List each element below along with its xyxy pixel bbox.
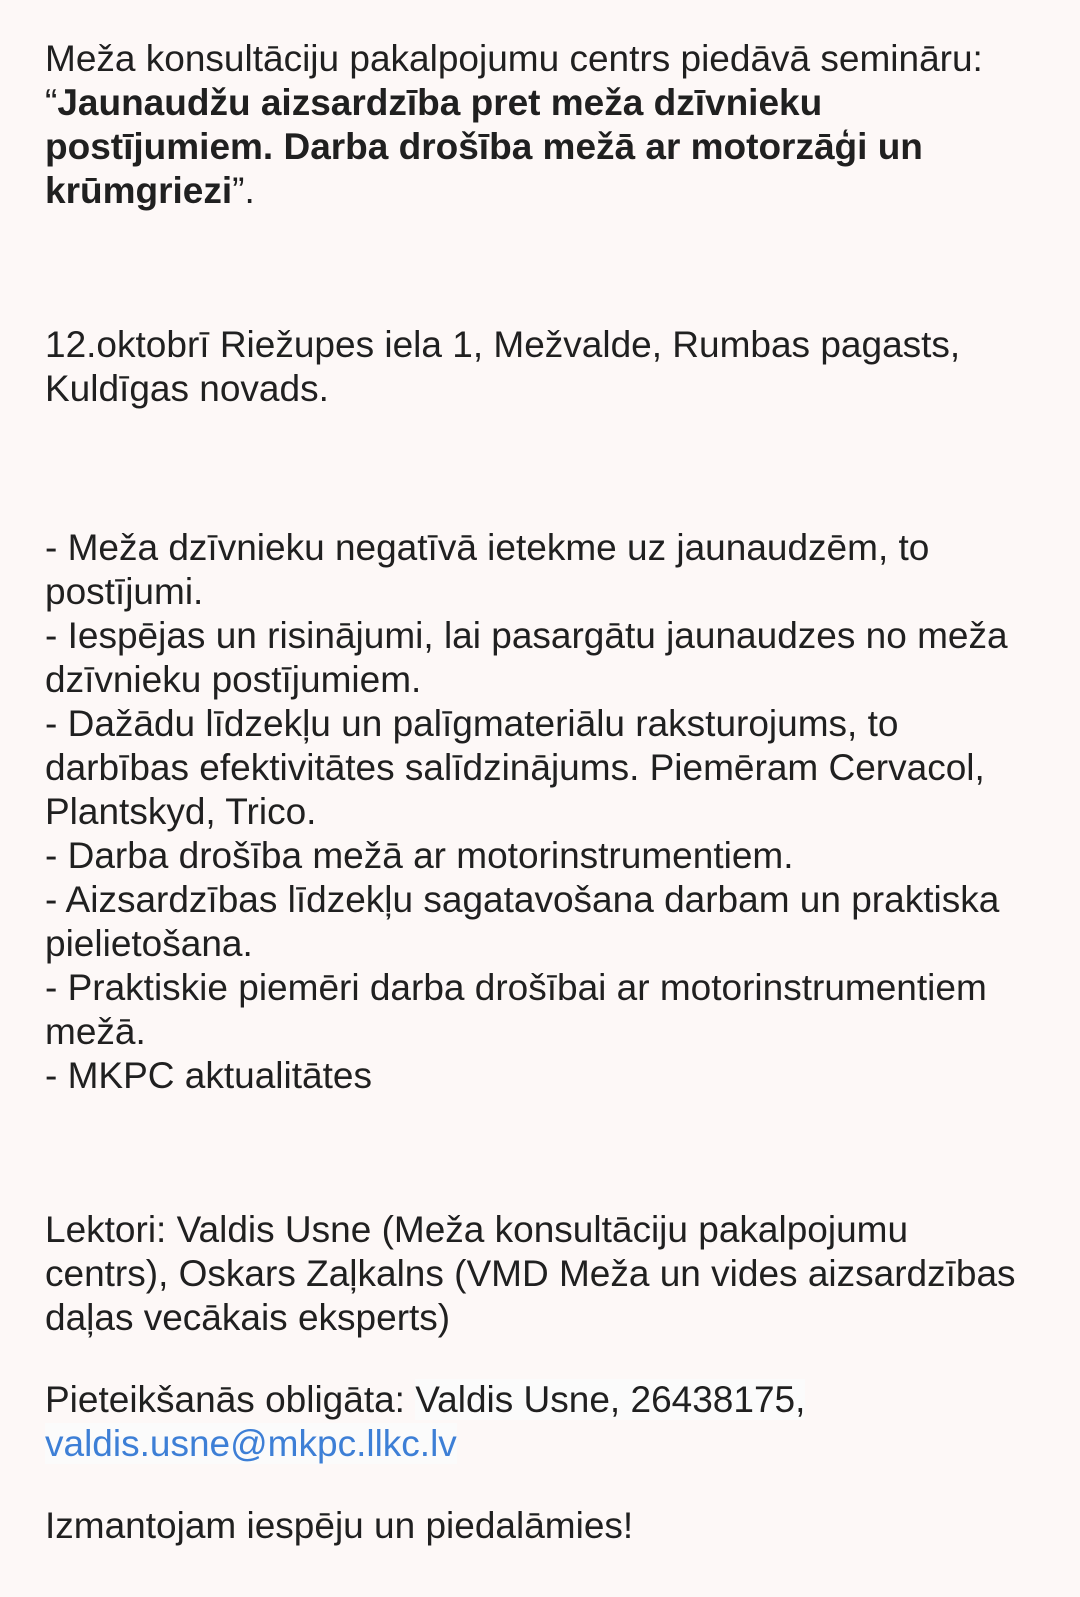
agenda-item: - Dažādu līdzekļu un palīgmateriālu raksturojums, to darbības efektivitātes salīdzinājums. Piemēram Cervacol, Plantskyd, Trico. — [45, 703, 985, 832]
lecturers: Lektori: Valdis Usne (Meža konsultāciju pakalpojumu centrs), Oskars Zaļkalns (VMD Meža un vides aizsardzības daļas vecākais eksperts) — [45, 1209, 1016, 1338]
intro-paragraph — [45, 37, 1040, 213]
date-location: 12.oktobrī Riežupes iela 1, Mežvalde, Rumbas pagasts, Kuldīgas novads. — [45, 324, 961, 409]
agenda-item: - Meža dzīvnieku negatīvā ietekme uz jaunaudzēm, to postījumi. — [45, 527, 930, 612]
signup-label: Pieteikšanās obligāta: — [45, 1379, 416, 1420]
email-link[interactable]: valdis.usne@mkpc.llkc.lv — [45, 1423, 457, 1464]
agenda-item: - MKPC aktualitātes — [45, 1055, 372, 1096]
intro-lead: Meža konsultāciju pakalpojumu centrs piedāvā semināru: — [45, 38, 983, 79]
signup-contact: Valdis Usne, 26438175, — [415, 1379, 806, 1420]
seminar-title: Jaunaudžu aizsardzība pret meža dzīvnieku postījumiem. Darba drošība mežā ar motorzāģi un krūmgriezi — [45, 82, 923, 211]
signup-paragraph — [45, 1378, 1040, 1466]
agenda-item: - Darba drošība mežā ar motorinstrumentiem. — [45, 835, 794, 876]
agenda-item: - Iespējas un risinājumi, lai pasargātu jaunaudzes no meža dzīvnieku postījumiem. — [45, 615, 1008, 700]
agenda-list — [45, 526, 1040, 1098]
agenda-item: - Praktiskie piemēri darba drošībai ar motorinstrumentiem mežā. — [45, 967, 987, 1052]
close-quote: ”. — [232, 170, 255, 211]
open-quote: “ — [45, 82, 58, 123]
agenda-item: - Aizsardzības līdzekļu sagatavošana darbam un praktiska pielietošana. — [45, 879, 1000, 964]
closing-text: Izmantojam iespēju un piedalāmies! — [45, 1505, 634, 1546]
